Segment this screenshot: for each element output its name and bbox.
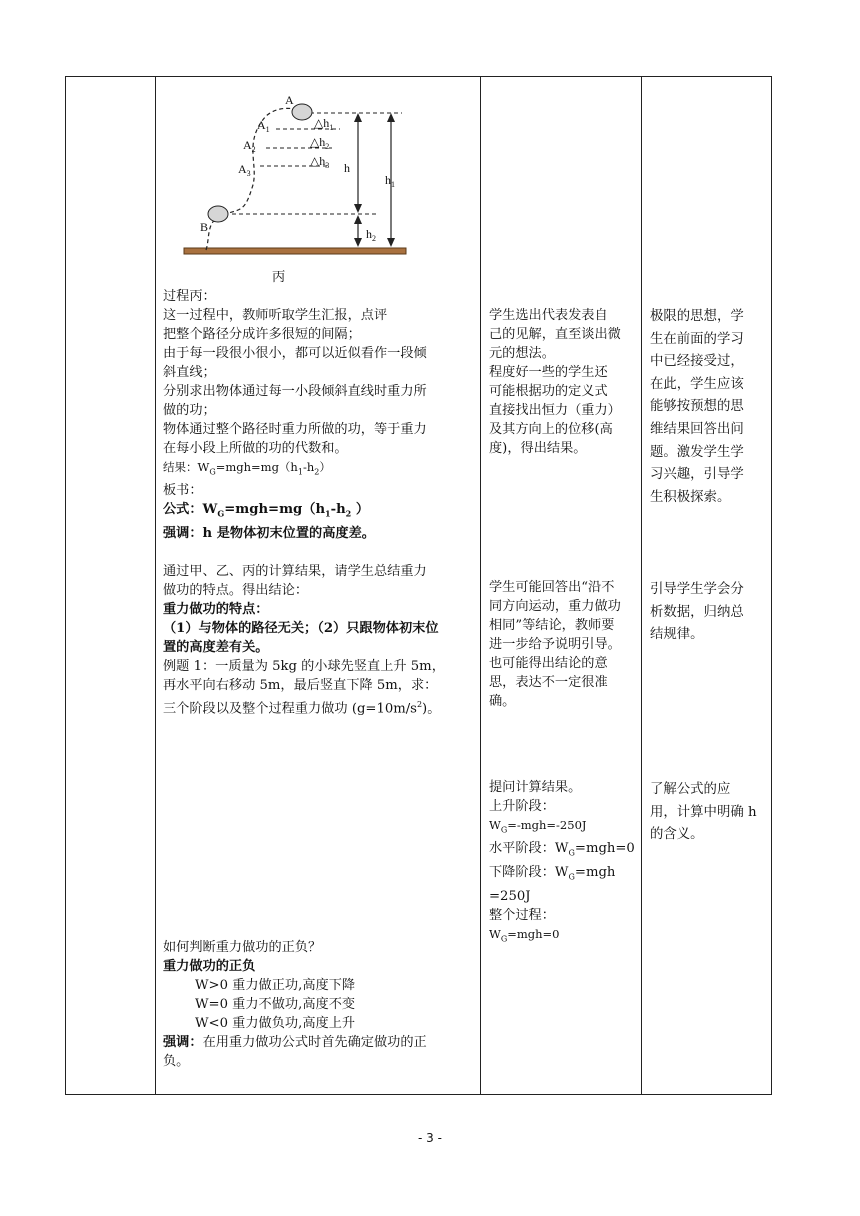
table-divider-3 <box>641 76 642 1095</box>
student-line: 己的见解，直至谈出微 <box>489 327 621 342</box>
intent-line: 题。激发学生学 <box>650 444 744 460</box>
example-line: 例题 1：一质量为 5kg 的小球先竖直上升 5m， <box>163 658 445 674</box>
student-line: 思，表达不一定很准 <box>489 675 608 690</box>
label-dh2: $\triangle h_2$ <box>310 135 330 151</box>
student-line: 进一步给予说明引导。 <box>489 637 621 652</box>
table-divider-2 <box>480 76 481 1095</box>
intent-line: 生积极探索。 <box>650 489 731 505</box>
process-line: 把整个路径分成许多很短的间隔； <box>163 327 361 342</box>
intent-line: 引导学生学会分 <box>650 582 744 597</box>
table-border-right <box>771 76 772 1095</box>
intent-line: 习兴趣，引导学 <box>650 467 744 483</box>
intent-line: 极限的思想，学 <box>650 309 744 324</box>
result-formula: 结果：$W_G=mgh=mg(h_1-h_2)$ <box>163 460 331 477</box>
sign-rule: W=0 重力不做功,高度不变 <box>195 997 356 1012</box>
table-border-left <box>65 76 66 1095</box>
calc-rise-label: 上升阶段： <box>489 799 555 814</box>
label-A2: $A_2$ <box>243 138 256 154</box>
calc-down-value: =250J <box>489 888 531 904</box>
label-h2: $h_2$ <box>366 227 376 243</box>
ball-B <box>208 206 228 222</box>
process-line: 在每小段上所做的功的代数和。 <box>163 441 348 456</box>
emphasis-height: 强调：h 是物体初末位置的高度差。 <box>163 525 375 541</box>
emphasis-text: 在用重力做功公式时首先确定做功的正 <box>202 1035 427 1050</box>
intent-line: 了解公式的应 <box>650 782 731 797</box>
intent-line: 生在前面的学习 <box>650 331 744 347</box>
sign-question: 如何判断重力做功的正负？ <box>163 940 322 955</box>
teaching-process-column <box>163 287 475 718</box>
student-line: 元的想法。 <box>489 346 555 361</box>
intent-line: 结规律。 <box>650 627 704 643</box>
intent-line: 在此，学生应该 <box>650 376 744 392</box>
calc-rise-value: $W_G=-mgh=-250J$ <box>489 818 587 835</box>
student-line: 确。 <box>489 694 516 709</box>
intent-line: 中已经接受过， <box>650 354 744 370</box>
student-line: 直接找出恒力（重力） <box>489 403 621 418</box>
calc-whole-value: $W_G=mgh=0$ <box>489 926 560 943</box>
student-activity-column <box>489 306 639 458</box>
example-line: 再水平向右移动 5m，最后竖直下降 5m，求： <box>163 677 438 693</box>
process-line: 这一过程中，教师听取学生汇报，点评 <box>163 308 388 323</box>
feature-title: 重力做功的特点： <box>163 601 269 617</box>
sign-rule: W<0 重力做负功,高度上升 <box>195 1016 356 1031</box>
student-line: 程度好一些的学生还 <box>489 365 608 380</box>
feature-line: （1）与物体的路径无关；（2）只跟物体初末位 <box>163 620 439 636</box>
emphasis-prefix: 强调： <box>163 1035 203 1050</box>
student-line: 学生可能回答出“沿不 <box>489 580 615 595</box>
student-activity-group-3 <box>489 778 639 948</box>
curved-path <box>206 108 302 250</box>
label-h: h <box>344 161 350 175</box>
gravity-work-diagram <box>180 88 420 266</box>
label-A1: $A_1$ <box>257 118 270 134</box>
design-intent-group-3 <box>650 779 768 847</box>
intent-line: 维结果回答出问 <box>650 421 744 437</box>
process-line: 物体通过整个路径时重力所做的功，等于重力 <box>163 422 427 437</box>
intent-line: 析数据，归纳总 <box>650 604 744 620</box>
calc-whole-label: 整个过程： <box>489 907 555 923</box>
sign-title: 重力做功的正负 <box>163 959 256 974</box>
process-line: 做的功； <box>163 403 216 418</box>
label-A: A <box>285 93 294 107</box>
summary-line: 通过甲、乙、丙的计算结果，请学生总结重力 <box>163 563 427 579</box>
intent-line: 用，计算中明确 h <box>650 804 757 820</box>
table-border-top <box>65 76 772 77</box>
example-line: 三个阶段以及整个过程重力做功 $(g=10m/s^2)$。 <box>163 699 441 717</box>
student-line: 可能根据功的定义式 <box>489 384 608 399</box>
emphasis-sign <box>163 1033 475 1052</box>
student-line: 度)，得出结果。 <box>489 441 587 456</box>
student-line: 相同”等结论，教师要 <box>489 618 615 633</box>
student-activity-group-2 <box>489 578 639 711</box>
sign-judgement-block <box>163 938 475 1071</box>
label-B: B <box>200 220 209 234</box>
summary-line: 做功的特点。得出结论： <box>163 582 309 598</box>
ball-A <box>292 104 312 120</box>
design-intent-group-2 <box>650 579 768 647</box>
process-line: 由于每一段很小很小，都可以近似看作一段倾 <box>163 346 427 361</box>
label-A3: $A_3$ <box>238 162 251 178</box>
design-intent-column <box>650 306 768 509</box>
calc-horizontal: 水平阶段：$W_G=mgh=0$ <box>489 841 635 858</box>
student-line: 学生选出代表发表自 <box>489 308 608 323</box>
process-line: 斜直线； <box>163 365 216 380</box>
emphasis-sign-cont: 负。 <box>163 1054 190 1069</box>
label-dh1: $\triangle h_1$ <box>314 116 334 132</box>
student-line: 同方向运动，重力做功 <box>489 599 621 614</box>
calc-down: 下降阶段：$W_G=mgh$ <box>489 864 616 882</box>
figure-caption: 丙 <box>272 270 286 285</box>
table-border-bottom <box>65 1094 772 1095</box>
label-h1: $h_1$ <box>385 173 395 189</box>
feature-line: 置的高度差有关。 <box>163 639 269 655</box>
sign-rule: W>0 重力做正功,高度下降 <box>195 978 356 993</box>
table-divider-1 <box>155 76 156 1095</box>
intent-line: 的含义。 <box>650 827 704 843</box>
student-line: 也可能得出结论的意 <box>489 656 608 671</box>
label-dh3: $\triangle h_3$ <box>310 154 330 170</box>
calc-title: 提问计算结果。 <box>489 780 582 795</box>
ground-bar <box>184 248 406 254</box>
process-line: 分别求出物体通过每一小段倾斜直线时重力所 <box>163 384 427 399</box>
board-label: 板书： <box>163 483 203 499</box>
board-formula: 公式：$W_G=mgh=mg(h_1-h_2$ ） <box>163 502 370 519</box>
page-number: - 3 - <box>418 1131 442 1145</box>
process-line: 过程丙： <box>163 289 216 304</box>
intent-line: 能够按预想的思 <box>650 399 744 415</box>
student-line: 及其方向上的位移(高 <box>489 422 613 437</box>
